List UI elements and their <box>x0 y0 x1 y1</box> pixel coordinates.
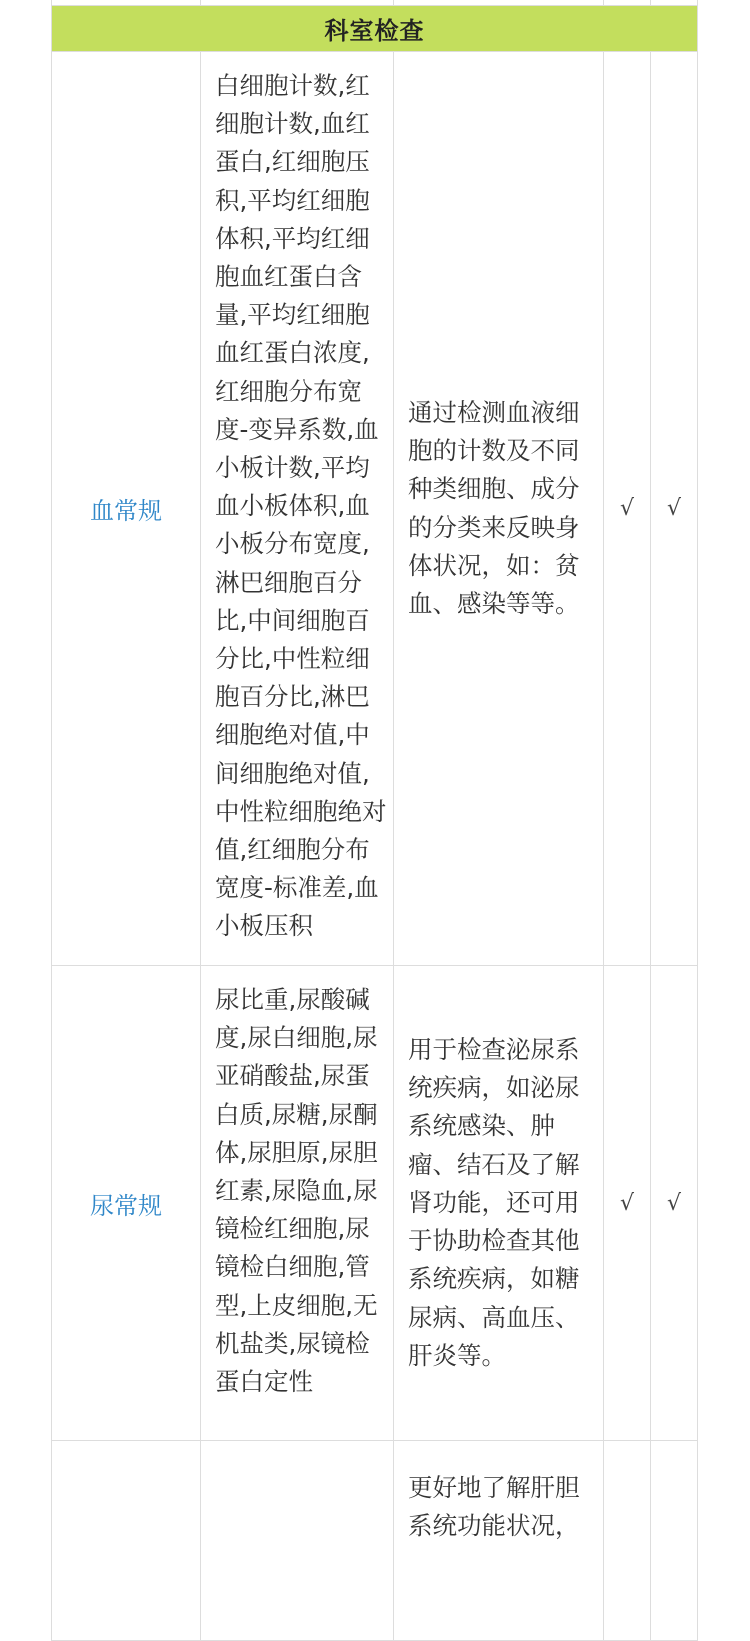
exam-items <box>201 1441 394 1640</box>
table-row <box>51 1441 698 1641</box>
exam-description: 用于检查泌尿系统疾病，如泌尿系统感染、肿瘤、结石及了解肾功能，还可用于协助检查其他系统疾病，如糖尿病、高血压、肝炎等。 <box>394 966 604 1440</box>
exam-name: 尿常规 <box>52 966 201 1440</box>
exam-items: 白细胞计数,红细胞计数,血红蛋白,红细胞压积,平均红细胞体积,平均红细胞血红蛋白含量,平均红细胞血红蛋白浓度,红细胞分布宽度-变异系数,血小板计数,平均血小板体积,血小板分布宽度,淋巴细胞百分比,中间细胞百分比,中性粒细胞百分比,淋巴细胞绝对值,中间细胞绝对值,中性粒细胞绝对值,红细胞分布宽度-标准差,血小板压积 <box>201 52 394 965</box>
table-row <box>51 966 698 1441</box>
exam-name: 血常规 <box>52 52 201 965</box>
check-mark <box>651 1441 697 1640</box>
exam-table <box>51 0 698 1641</box>
check-mark: √ <box>604 52 651 965</box>
exam-items: 尿比重,尿酸碱度,尿白细胞,尿亚硝酸盐,尿蛋白质,尿糖,尿酮体,尿胆原,尿胆红素,尿隐血,尿镜检红细胞,尿镜检白细胞,管型,上皮细胞,无机盐类,尿镜检蛋白定性 <box>201 966 394 1440</box>
table-top-border <box>51 0 698 5</box>
check-mark: √ <box>666 496 682 521</box>
check-mark: √ <box>604 966 651 1440</box>
exam-name <box>52 1441 201 1640</box>
table-row <box>51 52 698 966</box>
check-mark <box>604 1441 651 1640</box>
exam-description: 更好地了解肝胆系统功能状况， <box>394 1441 604 1640</box>
check-mark: √ <box>666 1190 682 1216</box>
exam-description: 通过检测血液细胞的计数及不同种类细胞、成分的分类来反映身体状况，如：贫血、感染等等。 <box>394 52 604 965</box>
section-header: 科室检查 <box>51 5 698 52</box>
